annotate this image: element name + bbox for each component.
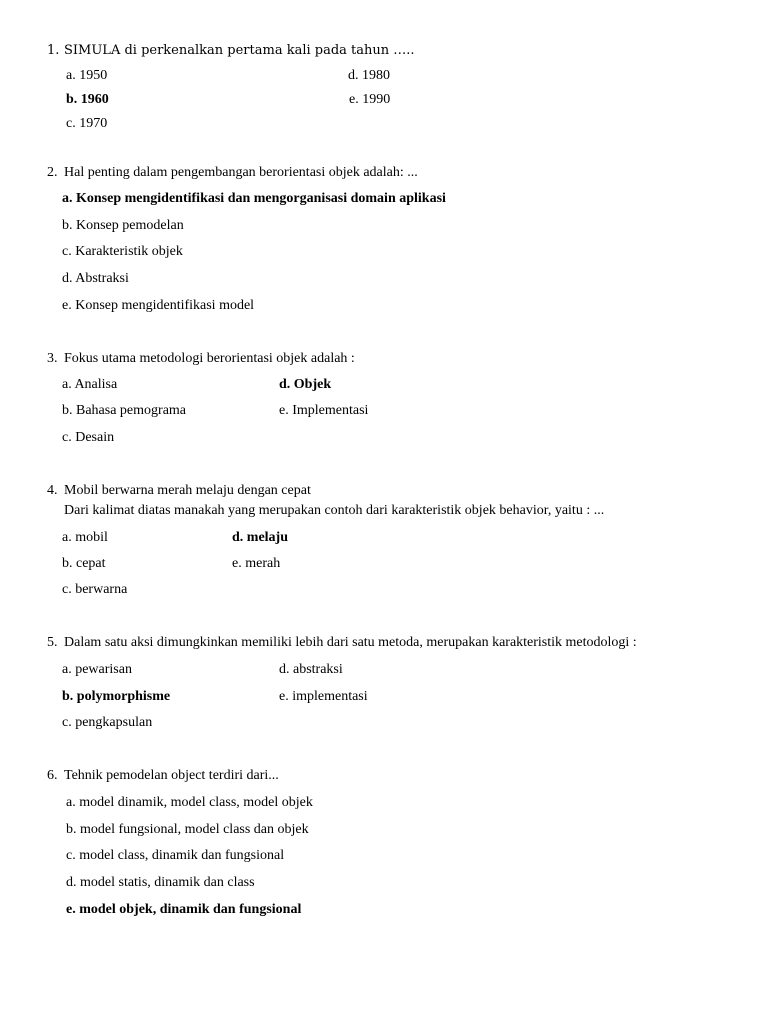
question-6-number: 6. bbox=[47, 768, 58, 783]
question-1-text: SIMULA di perkenalkan pertama kali pada tahun ….. bbox=[64, 43, 415, 58]
question-4-option-b: b. cepat bbox=[62, 556, 106, 571]
question-2-number: 2. bbox=[47, 165, 58, 180]
question-4-option-c: c. berwarna bbox=[62, 582, 128, 597]
question-4-text: Mobil berwarna merah melaju dengan cepat bbox=[64, 483, 311, 498]
question-4-text-line-2: Dari kalimat diatas manakah yang merupakan contoh dari karakteristik objek behavior, yaitu : ... bbox=[64, 503, 605, 518]
question-5-number: 5. bbox=[47, 635, 58, 650]
question-2-option-d: d. Abstraksi bbox=[62, 271, 129, 286]
question-5-option-e: e. implementasi bbox=[279, 689, 368, 704]
question-5-option-d: d. abstraksi bbox=[279, 662, 343, 677]
question-6-option-e-answer: e. model objek, dinamik dan fungsional bbox=[66, 902, 302, 917]
question-1-option-c: c. 1970 bbox=[66, 116, 108, 131]
question-3-option-a: a. Analisa bbox=[62, 377, 118, 392]
question-2-option-e: e. Konsep mengidentifikasi model bbox=[62, 298, 255, 313]
question-6-text: Tehnik pemodelan object terdiri dari... bbox=[64, 768, 279, 783]
question-3-option-c: c. Desain bbox=[62, 430, 115, 445]
question-3-number: 3. bbox=[47, 351, 58, 366]
question-1-option-e: e. 1990 bbox=[349, 92, 391, 107]
question-3-option-b: b. Bahasa pemograma bbox=[62, 403, 187, 418]
question-2-option-b: b. Konsep pemodelan bbox=[62, 218, 184, 233]
question-4-number: 4. bbox=[47, 483, 58, 498]
question-6-option-d: d. model statis, dinamik dan class bbox=[66, 875, 255, 890]
question-2-option-a-answer: a. Konsep mengidentifikasi dan mengorganisasi domain aplikasi bbox=[62, 191, 446, 206]
question-3-text: Fokus utama metodologi berorientasi objek adalah : bbox=[64, 351, 355, 366]
question-1-option-a: a. 1950 bbox=[66, 68, 108, 83]
question-5-option-b-answer: b. polymorphisme bbox=[62, 689, 171, 704]
question-1-number: 1. bbox=[47, 43, 60, 58]
question-2-option-c: c. Karakteristik objek bbox=[62, 244, 183, 259]
question-5-text: Dalam satu aksi dimungkinkan memiliki lebih dari satu metoda, merupakan karakteristik metodologi : bbox=[64, 635, 637, 650]
question-5-option-c: c. pengkapsulan bbox=[62, 715, 153, 730]
question-6-option-a: a. model dinamik, model class, model objek bbox=[66, 795, 313, 810]
question-3-option-d-answer: d. Objek bbox=[279, 377, 332, 392]
question-2-text: Hal penting dalam pengembangan berorientasi objek adalah: ... bbox=[64, 165, 418, 180]
question-6-option-b: b. model fungsional, model class dan objek bbox=[66, 822, 309, 837]
question-5-option-a: a. pewarisan bbox=[62, 662, 132, 677]
question-1-option-b-answer: b. 1960 bbox=[66, 92, 109, 107]
question-6-option-c: c. model class, dinamik dan fungsional bbox=[66, 848, 285, 863]
question-4-option-e: e. merah bbox=[232, 556, 281, 571]
question-1-option-d: d. 1980 bbox=[348, 68, 390, 83]
question-4-option-d-answer: d. melaju bbox=[232, 530, 288, 545]
question-3-option-e: e. Implementasi bbox=[279, 403, 369, 418]
question-4-option-a: a. mobil bbox=[62, 530, 108, 545]
